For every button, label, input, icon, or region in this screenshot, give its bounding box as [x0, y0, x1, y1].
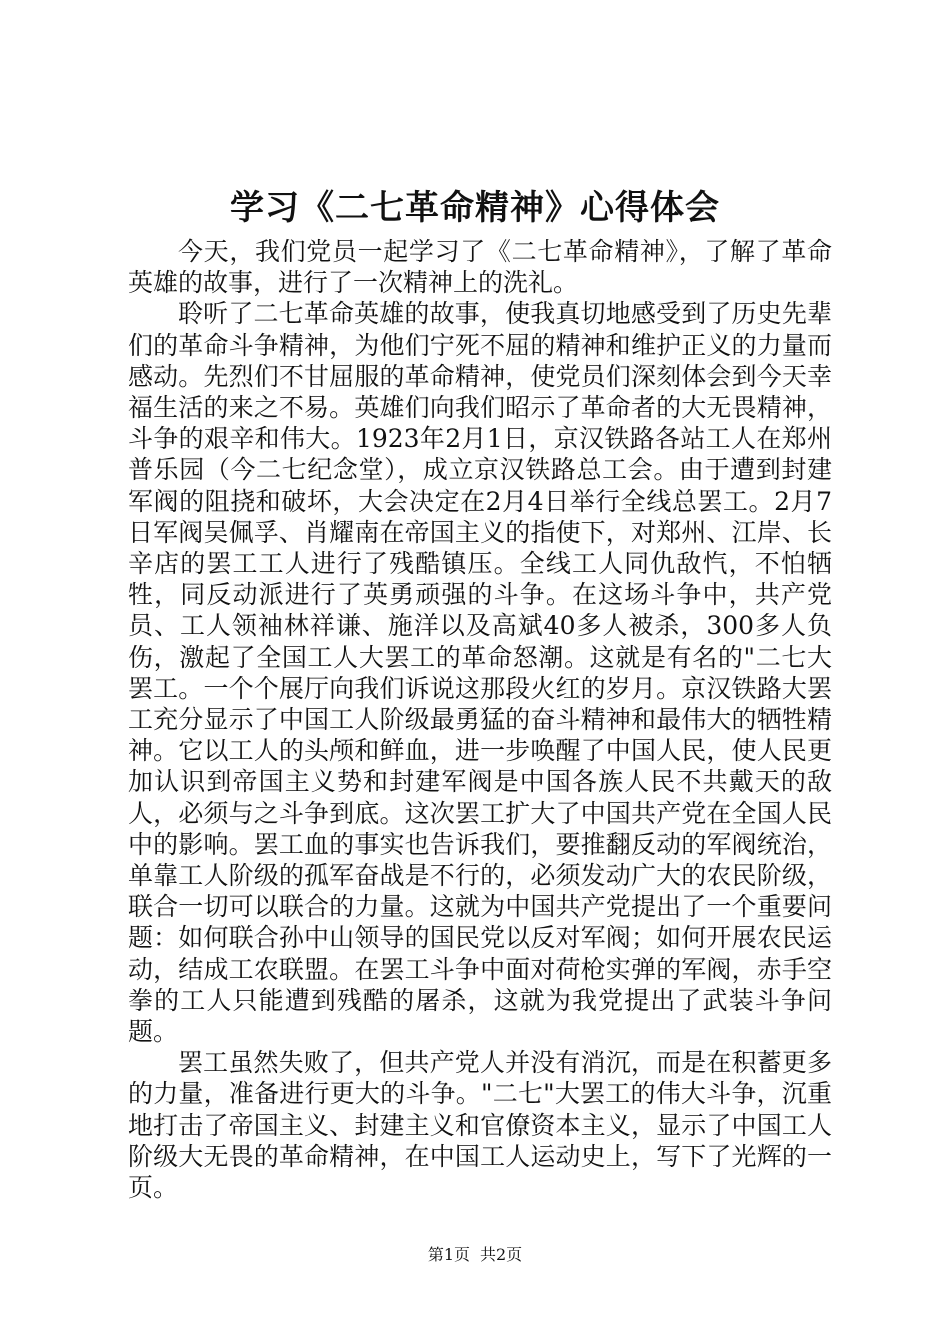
- paragraph-intro: 今天，我们党员一起学习了《二七革命精神》，了解了革命英雄的故事，进行了一次精神上的洗礼。: [128, 237, 832, 298]
- document-title: 学习《二七革命精神》心得体会: [230, 188, 720, 228]
- document-body: [128, 236, 832, 1203]
- paragraph-history: 聆听了二七革命英雄的故事，使我真切地感受到了历史先辈们的革命斗争精神，为他们宁死不屈的精神和维护正义的力量而感动。先烈们不甘屈服的革命精神，使党员们深刻体会到今天幸福生活的来之不易。英雄们向我们昭示了革命者的大无畏精神，斗争的艰辛和伟大。1923年2月1日，京汉铁路各站工人在郑州普乐园（今二七纪念堂），成立京汉铁路总工会。由于遭到封建军阀的阻挠和破坏，大会决定在2月4日举行全线总罢工。2月7日军阀吴佩孚、肖耀南在帝国主义的指使下，对郑州、江岸、长辛店的罢工工人进行了残酷镇压。全线工人同仇敌忾，不怕牺牲，同反动派进行了英勇顽强的斗争。在这场斗争中，共产党员、工人领袖林祥谦、施洋以及高斌40多人被杀，300多人负伤，激起了全国工人大罢工的革命怒潮。这就是有名的"二七大罢工。一个个展厅向我们诉说这那段火红的岁月。京汉铁路大罢工充分显示了中国工人阶级最勇猛的奋斗精神和最伟大的牺牲精神。它以工人的头颅和鲜血，进一步唤醒了中国人民，使人民更加认识到帝国主义势和封建军阀是中国各族人民不共戴天的敌人，必须与之斗争到底。这次罢工扩大了中国共产党在全国人民中的影响。罢工血的事实也告诉我们，要推翻反动的军阀统治，单靠工人阶级的孤军奋战是不行的，必须发动广大的农民阶级，联合一切可以联合的力量。这就为中国共产党提出了一个重要问题：如何联合孙中山领导的国民党以反对军阀；如何开展农民运动，结成工农联盟。在罢工斗争中面对荷枪实弹的军阀，赤手空拳的工人只能遭到残酷的屠杀，这就为我党提出了武装斗争问题。: [128, 299, 832, 1047]
- page-footer: [0, 1244, 950, 1266]
- page-number-current: 第1页: [427, 1245, 470, 1264]
- paragraph-conclusion: 罢工虽然失败了，但共产党人并没有消沉，而是在积蓄更多的力量，准备进行更大的斗争。"二七"大罢工的伟大斗争，沉重地打击了帝国主义、封建主义和官僚资本主义，显示了中国工人阶级大无畏的革命精神，在中国工人运动史上，写下了光辉的一页。: [128, 1048, 832, 1203]
- page-number-total: 共2页: [480, 1245, 523, 1264]
